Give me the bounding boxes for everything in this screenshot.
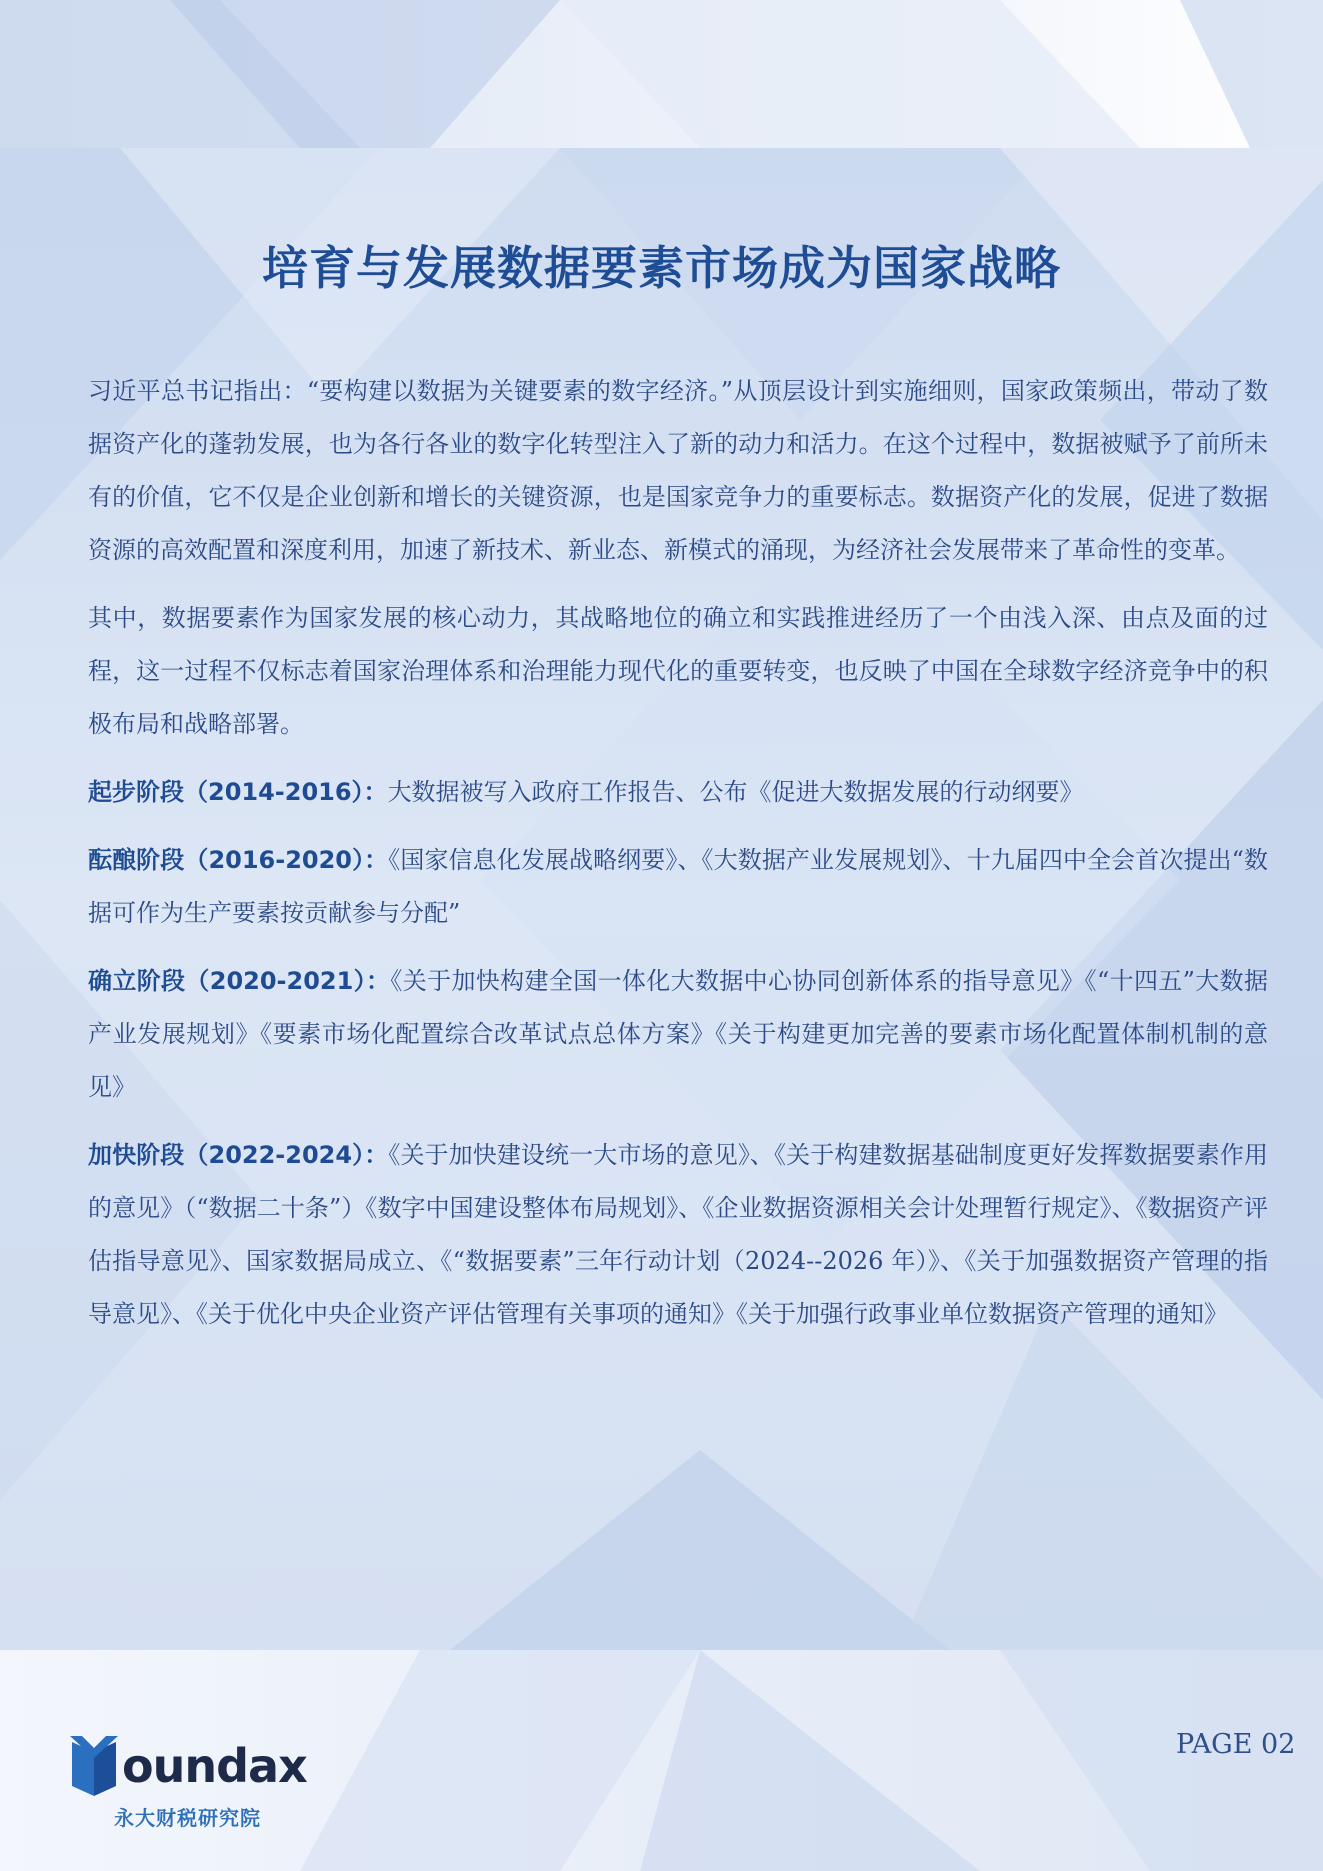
stage-label: 酝酿阶段（2016-2020）： bbox=[88, 846, 389, 874]
page-title: 培育与发展数据要素市场成为国家战略 bbox=[262, 241, 1061, 295]
company-logo bbox=[70, 1734, 307, 1834]
context-paragraph: 其中，数据要素作为国家发展的核心动力，其战略地位的确立和实践推进经历了一个由浅入深、由点及面的过程，这一过程不仅标志着国家治理体系和治理能力现代化的重要转变，也反映了中国在全球数字经济竞争中的积极布局和战略部署。 bbox=[88, 604, 1268, 738]
main-content bbox=[88, 365, 1268, 1356]
stage-text: 《关于加快构建全国一体化大数据中心协同创新体系的指导意见》《“十四五”大数据产业发展规划》《要素市场化配置综合改革试点总体方案》《关于构建更加完善的要素市场化配置体制机制的意见》 bbox=[88, 967, 1268, 1101]
stage-text: 大数据被写入政府工作报告、公布《促进大数据发展的行动纲要》 bbox=[387, 778, 1084, 806]
stage-item bbox=[88, 834, 1268, 940]
stage-item bbox=[88, 955, 1268, 1114]
page-number: PAGE 02 bbox=[1176, 1729, 1296, 1760]
stage-item bbox=[88, 766, 1268, 819]
stage-text: 《国家信息化发展战略纲要》、《大数据产业发展规划》、十九届四中全会首次提出“数据可作为生产要素按贡献参与分配” bbox=[88, 846, 1268, 927]
logo-chinese-name: 永大财税研究院 bbox=[114, 1806, 261, 1830]
stage-item bbox=[88, 1129, 1268, 1341]
stage-label: 起步阶段（2014-2016）： bbox=[88, 778, 388, 806]
logo-wordmark: oundax bbox=[122, 1739, 307, 1793]
intro-paragraph: 习近平总书记指出：“要构建以数据为关键要素的数字经济。”从顶层设计到实施细则，国家政策频出，带动了数据资产化的蓬勃发展，也为各行各业的数字化转型注入了新的动力和活力。在这个过程中，数据被赋予了前所未有的价值，它不仅是企业创新和增长的关键资源，也是国家竞争力的重要标志。数据资产化的发展，促进了数据资源的高效配置和深度利用，加速了新技术、新业态、新模式的涌现，为经济社会发展带来了革命性的变革。 bbox=[88, 377, 1268, 564]
logo-book-icon bbox=[70, 1736, 118, 1802]
stage-label: 加快阶段（2022-2024）： bbox=[88, 1141, 389, 1169]
stage-text: 《关于加快建设统一大市场的意见》、《关于构建数据基础制度更好发挥数据要素作用的意见》（“数据二十条”）《数字中国建设整体布局规划》、《企业数据资源相关会计处理暂行规定》、《数据资产评估指导意见》、国家数据局成立、《“数据要素”三年行动计划（2024--2026 年）》、《关于加强数据资产管理的指导意见》、《关于优化中央企业资产评估管理有关事项的通知》《关于加强行政事业单位数据资产管理的通知》 bbox=[88, 1141, 1268, 1328]
stage-label: 确立阶段（2020-2021）： bbox=[88, 967, 391, 995]
